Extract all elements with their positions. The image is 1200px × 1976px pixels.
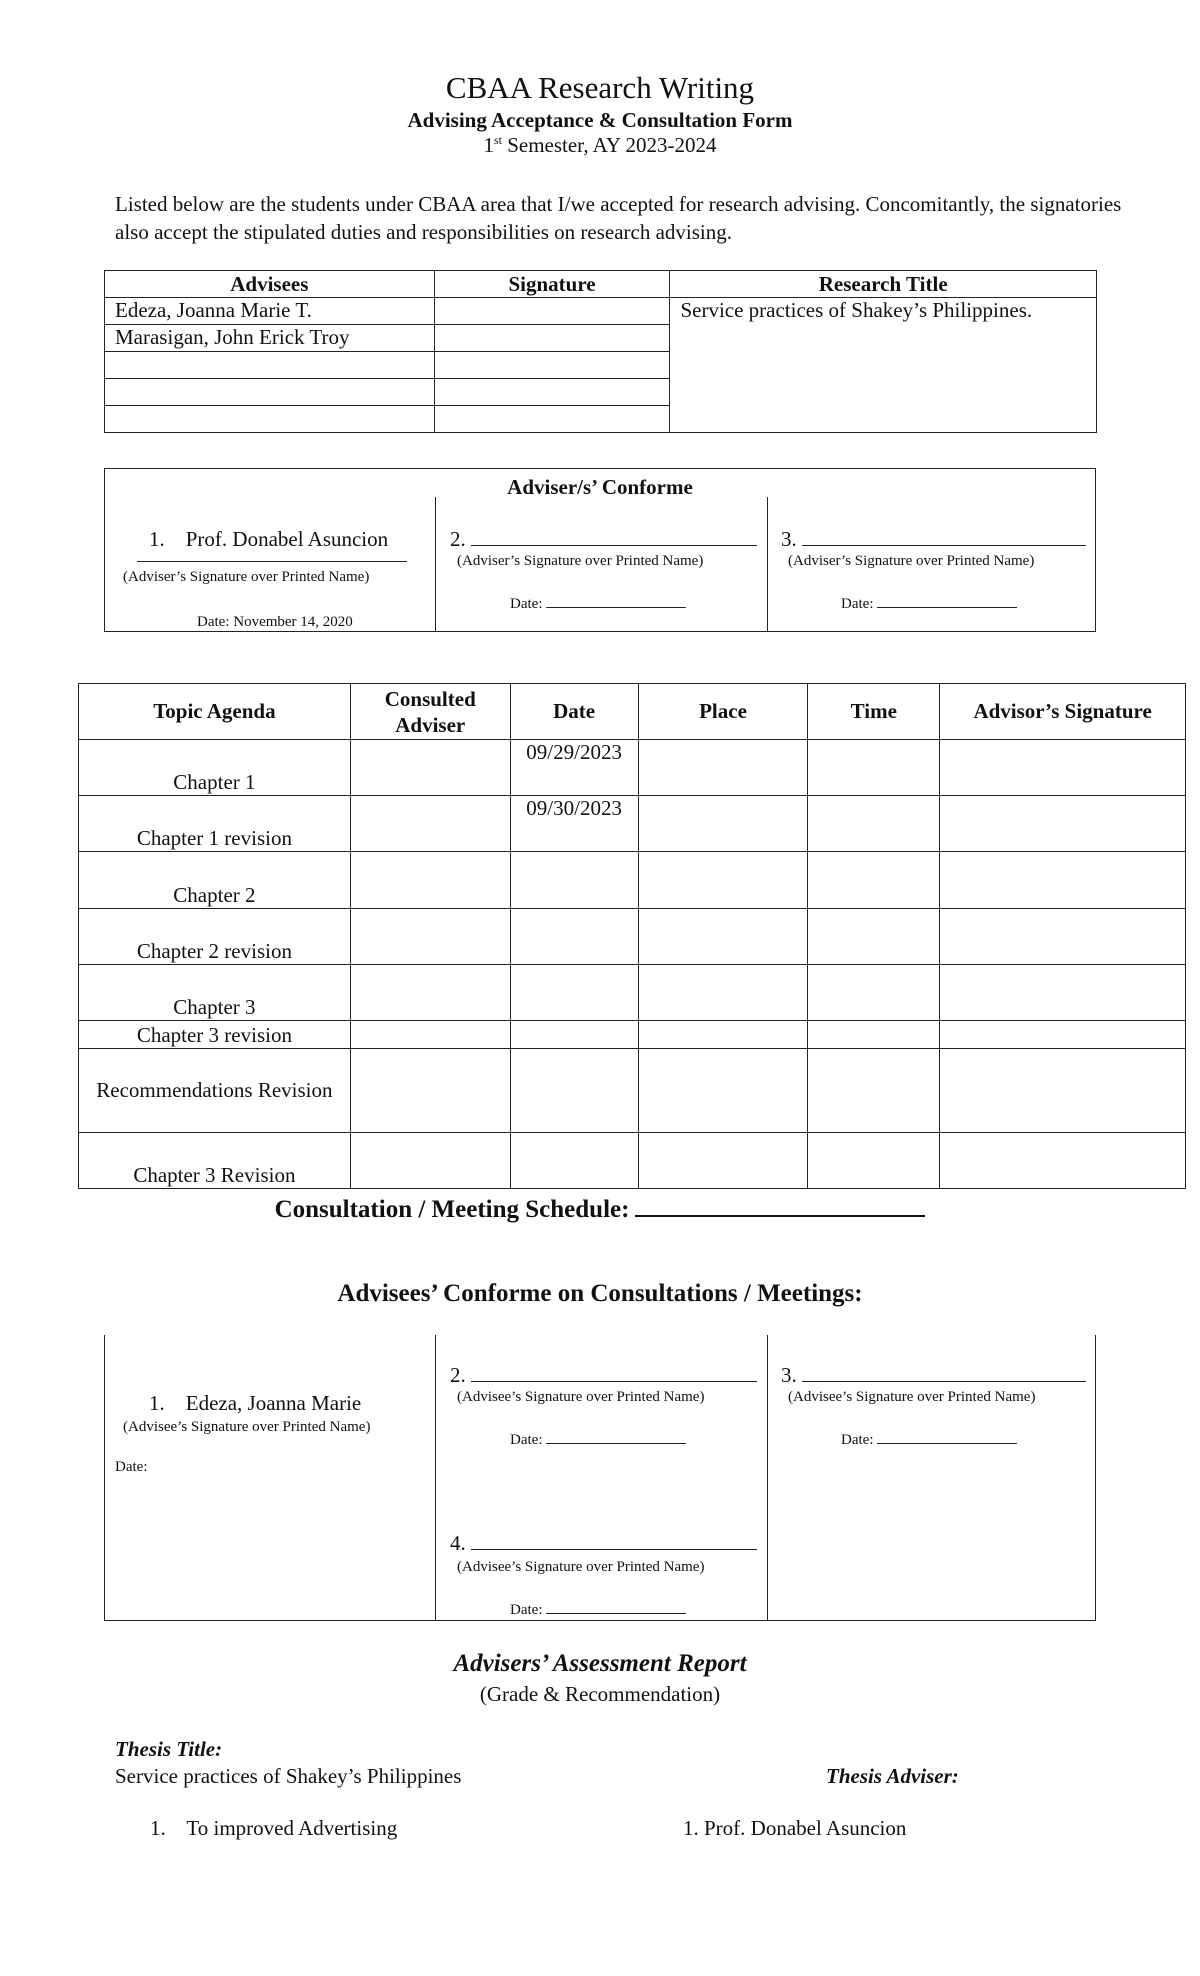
advisee-2-entry[interactable]: [450, 1363, 757, 1388]
signature-cell[interactable]: [940, 1133, 1186, 1189]
adviser-1-caption: (Adviser’s Signature over Printed Name): [123, 569, 370, 585]
signature-cell[interactable]: [940, 1049, 1186, 1133]
advisee-name[interactable]: [105, 352, 435, 379]
advisees-header: Advisees: [105, 271, 435, 298]
advisee-signature-cell[interactable]: [434, 325, 670, 352]
place-cell[interactable]: [638, 796, 808, 852]
column-divider: [767, 497, 768, 631]
adviser-2-number: 2.: [450, 527, 466, 551]
thesis-adviser-entry: 1. Prof. Donabel Asuncion: [683, 1816, 907, 1840]
date-label: Date:: [841, 1432, 874, 1448]
place-cell[interactable]: [638, 909, 808, 965]
meeting-schedule-line[interactable]: [635, 1193, 925, 1217]
signature-cell[interactable]: [940, 796, 1186, 852]
advisee-2-number: 2.: [450, 1363, 466, 1387]
advisee-name[interactable]: [105, 379, 435, 406]
advisee-2-signature-line[interactable]: [471, 1363, 757, 1382]
column-divider: [767, 1335, 768, 1620]
consultation-row: [79, 1049, 1186, 1133]
signature-header: Signature: [434, 271, 670, 298]
consultation-table: [78, 683, 1186, 1189]
date-line: [546, 1601, 686, 1614]
place-cell[interactable]: [638, 1133, 808, 1189]
consulted-adviser-cell[interactable]: [350, 1049, 510, 1133]
consultation-row: [79, 1021, 1186, 1049]
thesis-title-value: Service practices of Shakey’s Philippines: [115, 1764, 462, 1788]
advisee-1-entry[interactable]: [149, 1391, 361, 1416]
date-label: Date:: [841, 596, 874, 612]
intro-paragraph: Listed below are the students under CBAA area that I/we accepted for research advising. Concomitantly, the signatories also accept the stipulated duties and responsibilities on research advising.: [115, 192, 1122, 244]
date-cell[interactable]: [510, 909, 638, 965]
time-header: Time: [808, 684, 940, 740]
consulted-adviser-cell[interactable]: [350, 909, 510, 965]
advisee-3-number: 3.: [781, 1363, 797, 1387]
meeting-schedule[interactable]: [0, 1193, 1200, 1224]
adviser-2-signature-line[interactable]: [471, 527, 757, 546]
adviser-1-name: Prof. Donabel Asuncion: [185, 527, 389, 551]
consultation-header-row: [79, 684, 1186, 740]
consultation-row: [79, 852, 1186, 909]
date-label: Date:: [510, 1602, 543, 1618]
recommendation-text: To improved Advertising: [186, 1816, 398, 1840]
consultation-row: [79, 965, 1186, 1021]
signature-cell[interactable]: [940, 852, 1186, 909]
adviser-2-date[interactable]: [510, 595, 686, 613]
semester-label: [0, 133, 1200, 158]
advisee-row: [105, 298, 1097, 325]
consulted-adviser-cell[interactable]: [350, 965, 510, 1021]
semester-number: 1: [483, 133, 494, 157]
adviser-2-entry[interactable]: [450, 527, 757, 552]
advisee-1-caption: (Advisee’s Signature over Printed Name): [123, 1419, 371, 1435]
advisee-name: Edeza, Joanna Marie T.: [105, 298, 435, 325]
date-cell[interactable]: [510, 852, 638, 909]
date-label: Date:: [510, 1432, 543, 1448]
advisee-3-caption: (Advisee’s Signature over Printed Name): [788, 1389, 1036, 1405]
advisee-signature-cell[interactable]: [434, 352, 670, 379]
date-cell[interactable]: [510, 965, 638, 1021]
signature-cell[interactable]: [940, 909, 1186, 965]
advisee-3-date[interactable]: [841, 1431, 1017, 1449]
consultation-row: [79, 1133, 1186, 1189]
time-cell[interactable]: [808, 852, 940, 909]
consulted-adviser-cell[interactable]: [350, 796, 510, 852]
consulted-adviser-cell[interactable]: [350, 1021, 510, 1049]
place-cell[interactable]: [638, 1021, 808, 1049]
adviser-3-entry[interactable]: [781, 527, 1086, 552]
place-cell[interactable]: [638, 965, 808, 1021]
adviser-conforme-box: [104, 468, 1096, 632]
adviser-3-signature-line[interactable]: [802, 527, 1086, 546]
advisee-3-signature-line[interactable]: [802, 1363, 1086, 1382]
recommendation-number: 1.: [150, 1816, 166, 1840]
place-cell[interactable]: [638, 740, 808, 796]
topic-cell: Recommendations Revision: [79, 1049, 351, 1133]
date-cell: 09/29/2023: [510, 740, 638, 796]
thesis-title-label: Thesis Title:: [115, 1737, 223, 1761]
adviser-1-number: 1.: [149, 527, 165, 551]
topic-cell: Chapter 1: [79, 740, 351, 796]
advisee-signature-cell[interactable]: [434, 379, 670, 406]
topic-cell: Chapter 2: [79, 852, 351, 909]
topic-cell: Chapter 3: [79, 965, 351, 1021]
adviser-1-entry[interactable]: [149, 527, 388, 552]
thesis-adviser-label: Thesis Adviser:: [826, 1764, 959, 1788]
advisee-1-name: Edeza, Joanna Marie: [185, 1391, 362, 1415]
adviser-2-caption: (Adviser’s Signature over Printed Name): [457, 553, 704, 569]
recommendation-item: [150, 1816, 397, 1841]
advisee-4-caption: (Advisee’s Signature over Printed Name): [457, 1559, 705, 1575]
signature-cell[interactable]: [940, 965, 1186, 1021]
topic-cell: Chapter 1 revision: [79, 796, 351, 852]
advisee-conforme-box: [104, 1335, 1096, 1621]
date-cell[interactable]: [510, 1049, 638, 1133]
semester-suffix: st: [493, 133, 502, 147]
advisee-4-entry[interactable]: [450, 1531, 757, 1556]
date-header: Date: [510, 684, 638, 740]
place-header: Place: [638, 684, 808, 740]
advisee-4-date[interactable]: [510, 1601, 686, 1619]
consulted-adviser-header: Consulted Adviser: [350, 684, 510, 740]
advisee-4-number: 4.: [450, 1531, 466, 1555]
topic-cell: Chapter 3 revision: [79, 1021, 351, 1049]
advisee-2-date[interactable]: [510, 1431, 686, 1449]
advisor-signature-header: Advisor’s Signature: [940, 684, 1186, 740]
adviser-3-date[interactable]: [841, 595, 1017, 613]
time-cell[interactable]: [808, 965, 940, 1021]
adviser-1-signature-line: [137, 561, 407, 562]
research-title-cell: Service practices of Shakey’s Philippines.: [670, 298, 1097, 433]
consulted-adviser-cell[interactable]: [350, 740, 510, 796]
advisee-3-entry[interactable]: [781, 1363, 1086, 1388]
advisee-4-signature-line[interactable]: [471, 1531, 757, 1550]
research-title-header: Research Title: [670, 271, 1097, 298]
consulted-adviser-cell[interactable]: [350, 1133, 510, 1189]
adviser-3-caption: (Adviser’s Signature over Printed Name): [788, 553, 1035, 569]
assessment-heading: Advisers’ Assessment Report: [453, 1650, 747, 1677]
advisee-1-number: 1.: [149, 1391, 165, 1415]
time-cell[interactable]: [808, 909, 940, 965]
column-divider: [435, 497, 436, 631]
advisee-signature-cell[interactable]: [434, 406, 670, 433]
adviser-3-number: 3.: [781, 527, 797, 551]
advisee-name: Marasigan, John Erick Troy: [105, 325, 435, 352]
assessment-subheading: (Grade & Recommendation): [479, 1682, 721, 1706]
place-cell[interactable]: [638, 852, 808, 909]
date-label: Date:: [510, 596, 543, 612]
adviser-1-date: Date: November 14, 2020: [197, 614, 353, 630]
time-cell[interactable]: [808, 740, 940, 796]
advisee-name[interactable]: [105, 406, 435, 433]
date-line: [877, 595, 1017, 608]
advisee-conforme-heading: Advisees’ Conforme on Consultations / Meetings:: [337, 1280, 863, 1307]
date-cell: 09/30/2023: [510, 796, 638, 852]
time-cell[interactable]: [808, 796, 940, 852]
adviser-conforme-heading: Adviser/s’ Conforme: [507, 475, 693, 499]
advisee-signature-cell[interactable]: [434, 298, 670, 325]
meeting-schedule-label: Consultation / Meeting Schedule:: [274, 1196, 630, 1223]
date-line: [546, 595, 686, 608]
topic-cell: Chapter 3 Revision: [79, 1133, 351, 1189]
topic-agenda-header: Topic Agenda: [79, 684, 351, 740]
advisee-2-caption: (Advisee’s Signature over Printed Name): [457, 1389, 705, 1405]
column-divider: [435, 1335, 436, 1620]
time-cell[interactable]: [808, 1021, 940, 1049]
semester-text: Semester, AY 2023-2024: [501, 133, 717, 157]
place-cell[interactable]: [638, 1049, 808, 1133]
advisee-1-date: Date:: [115, 1459, 148, 1475]
date-line: [546, 1431, 686, 1444]
signature-cell[interactable]: [940, 740, 1186, 796]
signature-cell[interactable]: [940, 1021, 1186, 1049]
time-cell[interactable]: [808, 1049, 940, 1133]
time-cell[interactable]: [808, 1133, 940, 1189]
date-cell[interactable]: [510, 1021, 638, 1049]
date-line: [877, 1431, 1017, 1444]
consulted-adviser-cell[interactable]: [350, 852, 510, 909]
consultation-row: [79, 909, 1186, 965]
advisees-header-row: [105, 271, 1097, 298]
consultation-row: [79, 740, 1186, 796]
form-subtitle: Advising Acceptance & Consultation Form: [407, 108, 793, 132]
consultation-row: [79, 796, 1186, 852]
advisees-table: [104, 270, 1097, 433]
date-cell[interactable]: [510, 1133, 638, 1189]
form-title: CBAA Research Writing: [445, 70, 755, 105]
topic-cell: Chapter 2 revision: [79, 909, 351, 965]
